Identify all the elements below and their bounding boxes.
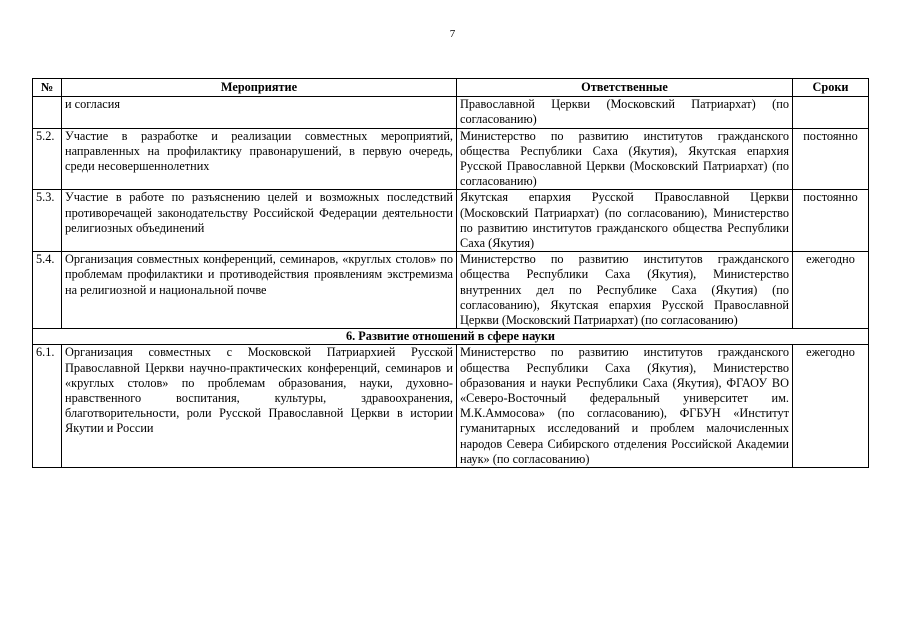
table-row bbox=[33, 128, 869, 190]
row-event: Участие в разработке и реализации совместных мероприятий, направленных на профилактику правонарушений, в первую очередь, среди несовершеннолетних bbox=[62, 128, 457, 190]
header-event: Мероприятие bbox=[62, 79, 457, 97]
table-header-row bbox=[33, 79, 869, 97]
section-header-row bbox=[33, 329, 869, 345]
row-deadline bbox=[793, 97, 869, 128]
row-responsible: Министерство по развитию институтов гражданского общества Республики Саха (Якутия), Министерство образования и науки Республики Саха (Якутия), ФГАОУ ВО «Северо-Восточный федеральный университет им. М.К.Аммосова» (по согласованию), ФГБУН «Институт гуманитарных исследований и проблем малочисленных народов Севера Сибирского отделения Российской Академии наук» (по согласованию) bbox=[457, 345, 793, 468]
row-responsible: Министерство по развитию институтов гражданского общества Республики Саха (Якутия), Якутская епархия Русской Православной Церкви (Московский Патриархат) (по согласованию) bbox=[457, 128, 793, 190]
row-num: 5.3. bbox=[33, 190, 62, 252]
row-event: Организация совместных конференций, семинаров, «круглых столов» по проблемам профилактики и противодействия проявлениям экстремизма на религиозной и национальной почве bbox=[62, 252, 457, 329]
row-deadline: постоянно bbox=[793, 128, 869, 190]
page-number: 7 bbox=[449, 28, 456, 40]
row-deadline: ежегодно bbox=[793, 345, 869, 468]
table-row bbox=[33, 345, 869, 468]
row-num: 5.2. bbox=[33, 128, 62, 190]
row-event: Участие в работе по разъяснению целей и возможных последствий противоречащей законодательству Российской Федерации деятельности религиозных объединений bbox=[62, 190, 457, 252]
row-event: и согласия bbox=[62, 97, 457, 128]
row-responsible: Министерство по развитию институтов гражданского общества Республики Саха (Якутия), Министерство внутренних дел по Республике Саха (Якутия) (по согласованию), Якутская епархия Русской Православной Церкви (Московский Патриархат) (по согласованию) bbox=[457, 252, 793, 329]
header-deadline: Сроки bbox=[793, 79, 869, 97]
table-row bbox=[33, 252, 869, 329]
row-deadline: постоянно bbox=[793, 190, 869, 252]
row-responsible: Православной Церкви (Московский Патриархат) (по согласованию) bbox=[457, 97, 793, 128]
row-num bbox=[33, 97, 62, 128]
header-num: № bbox=[33, 79, 62, 97]
header-responsible: Ответственные bbox=[457, 79, 793, 97]
table-row bbox=[33, 190, 869, 252]
row-num: 5.4. bbox=[33, 252, 62, 329]
row-num: 6.1. bbox=[33, 345, 62, 468]
row-event: Организация совместных с Московской Патриархией Русской Православной Церкви научно-практических конференций, семинаров и «круглых столов» по проблемам образования, науки, духовно-нравственного воспитания, культуры, здравоохранения, благотворительности, роли Русской Православной Церкви в истории Якутии и России bbox=[62, 345, 457, 468]
table-row bbox=[33, 97, 869, 128]
row-deadline: ежегодно bbox=[793, 252, 869, 329]
row-responsible: Якутская епархия Русской Православной Церкви (Московский Патриархат) (по согласованию), Министерство по развитию институтов гражданского общества Республики Саха (Якутия) bbox=[457, 190, 793, 252]
section-title: 6. Развитие отношений в сфере науки bbox=[33, 329, 869, 345]
events-table bbox=[32, 78, 869, 468]
